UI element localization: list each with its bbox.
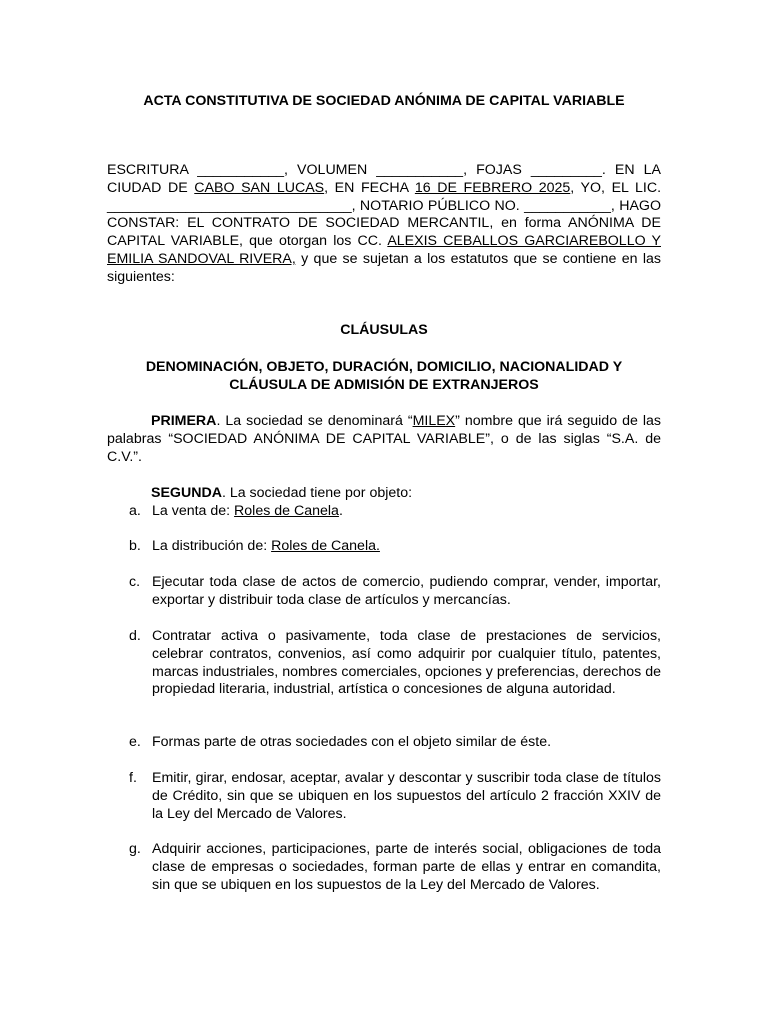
document-title: ACTA CONSTITUTIVA DE SOCIEDAD ANÓNIMA DE CAPITAL VARIABLE — [143, 93, 625, 109]
intro-text-1: ESCRITURA ___________, VOLUMEN ___________, FOJAS _________. EN LA CIUDAD DE — [107, 162, 661, 196]
list-marker: g. — [129, 841, 141, 857]
list-marker: b. — [129, 538, 141, 554]
list-item-b: b. La distribución de: Roles de Canela. — [129, 538, 380, 554]
list-item-text: Adquirir acciones, participaciones, parte de interés social, obligaciones de toda clase de empresas o sociedades, forman parte de ellas y entrar en comandita, sin que se ubiquen en los supuestos de la Ley del Mercado de Valores. — [152, 841, 661, 893]
list-item-f — [107, 770, 661, 823]
intro-text-2: , EN FECHA — [324, 179, 415, 196]
list-item-c — [107, 574, 661, 610]
segunda-text: . La sociedad tiene por objeto: — [221, 485, 413, 501]
primera-label: PRIMERA — [151, 413, 217, 429]
intro-paragraph — [107, 162, 661, 287]
intro-text-3: , YO, EL LIC. _______________________________, NOTARIO PÚBLICO NO. ___________, HAGO CONSTAR: EL CONTRATO DE SOCIEDAD MERCANTIL, en forma ANÓNIMA DE CAPITAL VARIABLE, que otorgan los CC. — [107, 179, 662, 250]
clausulas-heading-block — [107, 322, 661, 340]
product-name: Roles de Canela — [234, 503, 339, 519]
city-name: CABO SAN LUCAS — [194, 179, 325, 196]
company-name: MILEX — [412, 413, 456, 429]
list-marker: c. — [129, 574, 141, 590]
list-item-text: Emitir, girar, endosar, aceptar, avalar y descontar y suscribir toda clase de títulos de Crédito, sin que se ubiquen en los supuestos del artículo 2 fracción XXIV de la Ley del Mercado de Valores. — [152, 770, 661, 822]
clause-segunda — [107, 485, 661, 503]
list-marker: e. — [129, 734, 141, 750]
clause-primera — [107, 413, 661, 466]
section-heading-line-1: DENOMINACIÓN, OBJETO, DURACIÓN, DOMICILIO, NACIONALIDAD Y — [145, 359, 623, 375]
list-item-e — [107, 734, 661, 752]
list-item-g — [107, 841, 661, 894]
date-value: 16 DE FEBRERO 2025 — [414, 179, 571, 196]
segunda-label: SEGUNDA — [151, 485, 222, 501]
list-marker: d. — [129, 628, 141, 644]
list-marker: f. — [129, 770, 137, 786]
list-item-text: Contratar activa o pasivamente, toda clase de prestaciones de servicios, celebrar contratos, convenios, así como adquirir por cualquier título, patentes, marcas industriales, nombres comerciales, opciones y preferencias, derechos de propiedad literaria, industrial, artística o concesiones de alguna autoridad. — [152, 628, 661, 698]
section-heading-line-2: CLÁUSULA DE ADMISIÓN DE EXTRANJEROS — [229, 376, 539, 393]
list-item-text: Ejecutar toda clase de actos de comercio, pudiendo comprar, vender, importar, exportar y distribuir toda clase de artículos y mercancías. — [152, 574, 661, 608]
list-item-d — [107, 628, 661, 699]
intro-text-4: y que se sujetan a los estatutos que se contiene en las siguientes: — [107, 250, 661, 285]
list-marker: a. — [129, 503, 141, 519]
clausulas-heading: CLÁUSULAS — [340, 322, 428, 338]
primera-text-1: . La sociedad se denominará “ — [216, 413, 413, 429]
product-name: Roles de Canela. — [271, 538, 380, 554]
parties-names: ALEXIS CEBALLOS GARCIAREBOLLO Y EMILIA SANDOVAL RIVERA, — [107, 233, 661, 267]
section-heading — [107, 359, 661, 395]
list-item-a: a. La venta de: Roles de Canela. — [129, 503, 343, 519]
list-item-text: Formas parte de otras sociedades con el objeto similar de éste. — [152, 734, 552, 750]
primera-text-2: ” nombre que irá seguido de las palabras “SOCIEDAD ANÓNIMA DE CAPITAL VARIABLE”, o de las siglas “S.A. de C.V.”. — [107, 413, 661, 465]
